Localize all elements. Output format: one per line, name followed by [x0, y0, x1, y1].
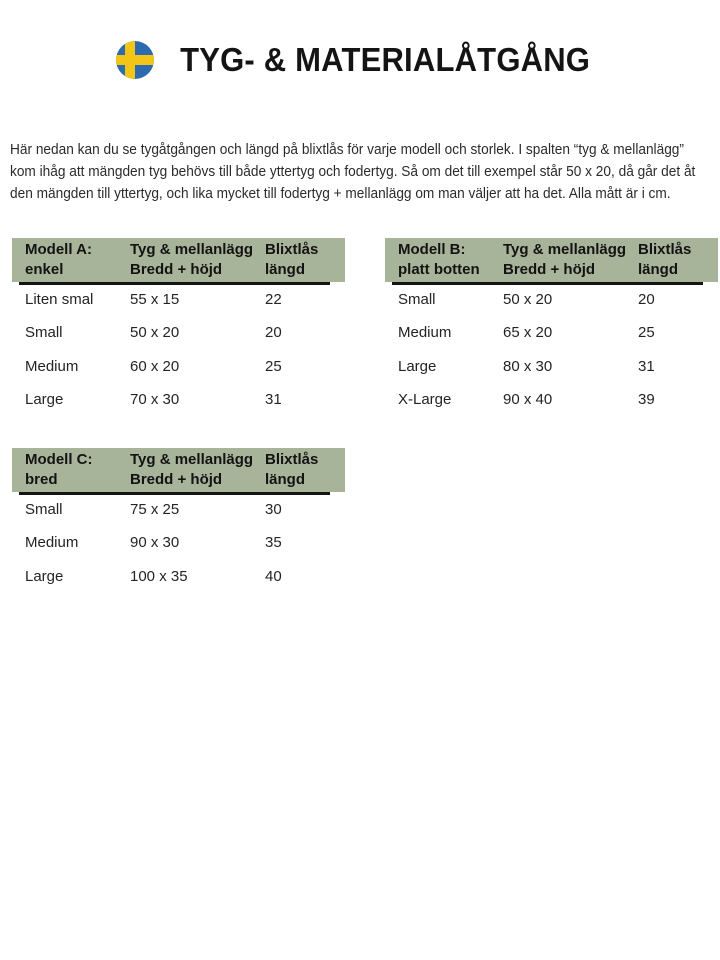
cell-fabric: 75 x 25	[130, 501, 180, 519]
table-row	[12, 350, 345, 383]
table-header-row	[12, 448, 345, 492]
column-header-model	[25, 450, 130, 490]
cell-fabric: 90 x 40	[503, 391, 553, 409]
column-header-line: enkel	[25, 261, 64, 278]
cell-fabric: 100 x 35	[130, 567, 188, 585]
table-row	[385, 283, 718, 316]
cell-zipper: 30	[265, 501, 282, 519]
cell-size: Small	[398, 291, 436, 309]
column-header-line: längd	[638, 261, 678, 278]
cell-size: Large	[25, 391, 64, 409]
table-body	[12, 283, 345, 416]
cell-size: Small	[25, 501, 63, 519]
column-header-line: längd	[265, 471, 305, 488]
column-header-line: Modell B:	[398, 241, 466, 258]
cell-fabric: 60 x 20	[130, 357, 180, 375]
cell-zipper: 20	[638, 291, 655, 309]
column-header-fabric	[130, 450, 265, 490]
cell-size: Medium	[398, 324, 452, 342]
intro-paragraph	[10, 139, 720, 205]
column-header-line: Bredd + höjd	[130, 471, 223, 488]
column-header-line: Bredd + höjd	[503, 261, 596, 278]
intro-line: Här nedan kan du se tygåtgången och längd på blixtlås för varje modell och storlek. I spalten “tyg & mellanlägg”	[10, 141, 684, 158]
flag-cross-horizontal	[116, 55, 154, 65]
table-header-row	[385, 238, 718, 282]
cell-size: Liten smal	[25, 291, 94, 309]
table-body	[385, 283, 718, 416]
column-header-line: Bredd + höjd	[130, 261, 223, 278]
cell-size: Medium	[25, 357, 79, 375]
intro-line: kom ihåg att mängden tyg behövs till både yttertyg och fodertyg. Så om det till exempel står 50 x 20, då går det åt	[10, 163, 696, 180]
column-header-line: Modell C:	[25, 451, 93, 468]
table-modell-b-platt-botten	[385, 238, 718, 416]
table-modell-c-bred	[12, 448, 345, 593]
column-header-line: Modell A:	[25, 241, 92, 258]
column-header-model	[25, 240, 130, 280]
cell-size: Small	[25, 324, 63, 342]
page-title: TYG- & MATERIALÅTGÅNG	[180, 41, 591, 78]
cell-fabric: 65 x 20	[503, 324, 553, 342]
table-row	[12, 493, 345, 526]
cell-size: X-Large	[398, 391, 452, 409]
cell-zipper: 31	[638, 357, 655, 375]
table-row	[385, 383, 718, 416]
table-row	[385, 316, 718, 349]
cell-zipper: 35	[265, 534, 282, 552]
cell-zipper: 22	[265, 291, 282, 309]
column-header-line: platt botten	[398, 261, 480, 278]
cell-zipper: 20	[265, 324, 282, 342]
cell-fabric: 55 x 15	[130, 291, 180, 309]
column-header-line: Tyg & mellanlägg	[503, 241, 627, 258]
table-row	[12, 383, 345, 416]
table-body	[12, 493, 345, 593]
cell-zipper: 25	[265, 357, 282, 375]
column-header-line: Tyg & mellanlägg	[130, 451, 254, 468]
cell-zipper: 31	[265, 391, 282, 409]
cell-zipper: 40	[265, 567, 282, 585]
table-modell-a-enkel	[12, 238, 345, 416]
cell-fabric: 50 x 20	[503, 291, 553, 309]
cell-zipper: 25	[638, 324, 655, 342]
column-header-fabric	[130, 240, 265, 280]
table-row	[12, 283, 345, 316]
intro-line: den mängden till yttertyg, och lika mycket till fodertyg + mellanlägg om man väljer att ha det. Alla mått är i cm.	[10, 185, 671, 202]
flag-cross-vertical	[125, 41, 135, 79]
cell-size: Medium	[25, 534, 79, 552]
column-header-model	[398, 240, 503, 280]
table-header-row	[12, 238, 345, 282]
cell-fabric: 80 x 30	[503, 357, 553, 375]
column-header-line: Blixtlås	[265, 451, 319, 468]
cell-size: Large	[398, 357, 437, 375]
column-header-zipper	[265, 450, 345, 490]
table-row	[12, 526, 345, 559]
column-header-line: längd	[265, 261, 305, 278]
cell-fabric: 90 x 30	[130, 534, 180, 552]
column-header-fabric	[503, 240, 638, 280]
column-header-zipper	[638, 240, 718, 280]
table-row	[385, 350, 718, 383]
cell-fabric: 50 x 20	[130, 324, 180, 342]
cell-size: Large	[25, 567, 64, 585]
column-header-line: Tyg & mellanlägg	[130, 241, 254, 258]
page-header	[0, 41, 720, 79]
column-header-line: Blixtlås	[638, 241, 692, 258]
cell-fabric: 70 x 30	[130, 391, 180, 409]
cell-zipper: 39	[638, 391, 655, 409]
swedish-flag-icon	[116, 41, 154, 79]
column-header-zipper	[265, 240, 345, 280]
column-header-line: bred	[25, 471, 58, 488]
table-row	[12, 316, 345, 349]
table-row	[12, 560, 345, 593]
column-header-line: Blixtlås	[265, 241, 319, 258]
